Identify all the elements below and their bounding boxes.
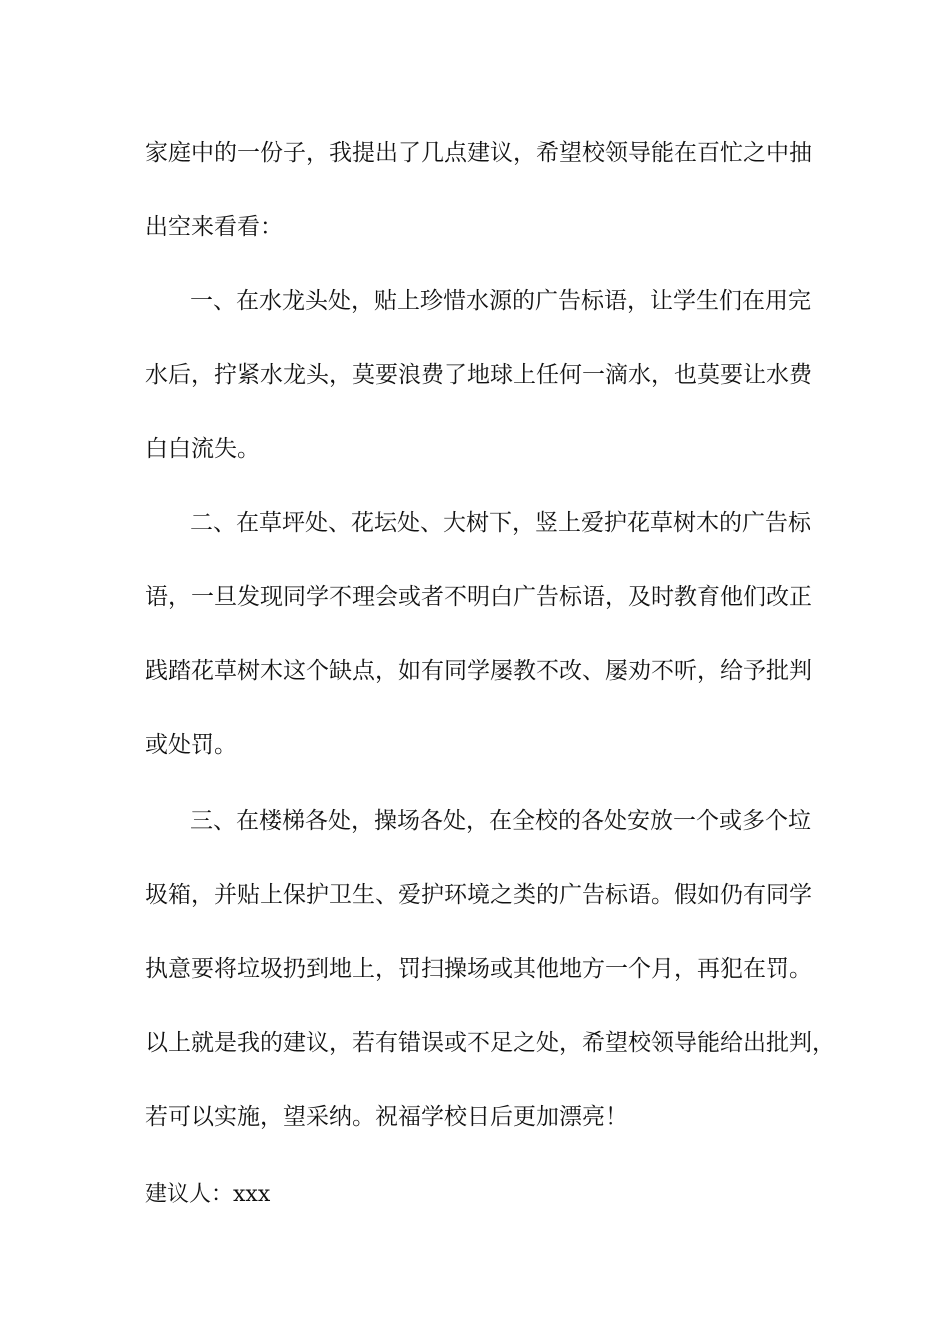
signature: 建议人：xxx <box>145 1182 271 1207</box>
paragraph-1-start: 一、在水龙头处，贴上珍惜水源的广告标语，让学生们在用完 <box>190 288 811 314</box>
body-line: 执意要将垃圾扔到地上，罚扫操场或其他地方一个月，再犯在罚。 <box>145 956 812 982</box>
body-line: 水后，拧紧水龙头，莫要浪费了地球上任何一滴水，也莫要让水费 <box>145 362 812 388</box>
body-line: 出空来看看： <box>145 214 283 240</box>
closing-line: 以上就是我的建议，若有错误或不足之处，希望校领导能给出批判， <box>145 1030 835 1056</box>
body-line: 践踏花草树木这个缺点，如有同学屡教不改、屡劝不听，给予批判 <box>145 658 812 684</box>
paragraph-3-start: 三、在楼梯各处，操场各处，在全校的各处安放一个或多个垃 <box>190 808 811 834</box>
body-line: 家庭中的一份子，我提出了几点建议，希望校领导能在百忙之中抽 <box>145 140 812 166</box>
closing-line: 若可以实施，望采纳。祝福学校日后更加漂亮！ <box>145 1104 628 1130</box>
body-line: 圾箱，并贴上保护卫生、爱护环境之类的广告标语。假如仍有同学 <box>145 882 812 908</box>
body-line: 白白流失。 <box>145 436 260 462</box>
body-line: 语，一旦发现同学不理会或者不明白广告标语，及时教育他们改正 <box>145 584 812 610</box>
paragraph-2-start: 二、在草坪处、花坛处、大树下，竖上爱护花草树木的广告标 <box>190 510 811 536</box>
body-line: 或处罚。 <box>145 732 237 758</box>
